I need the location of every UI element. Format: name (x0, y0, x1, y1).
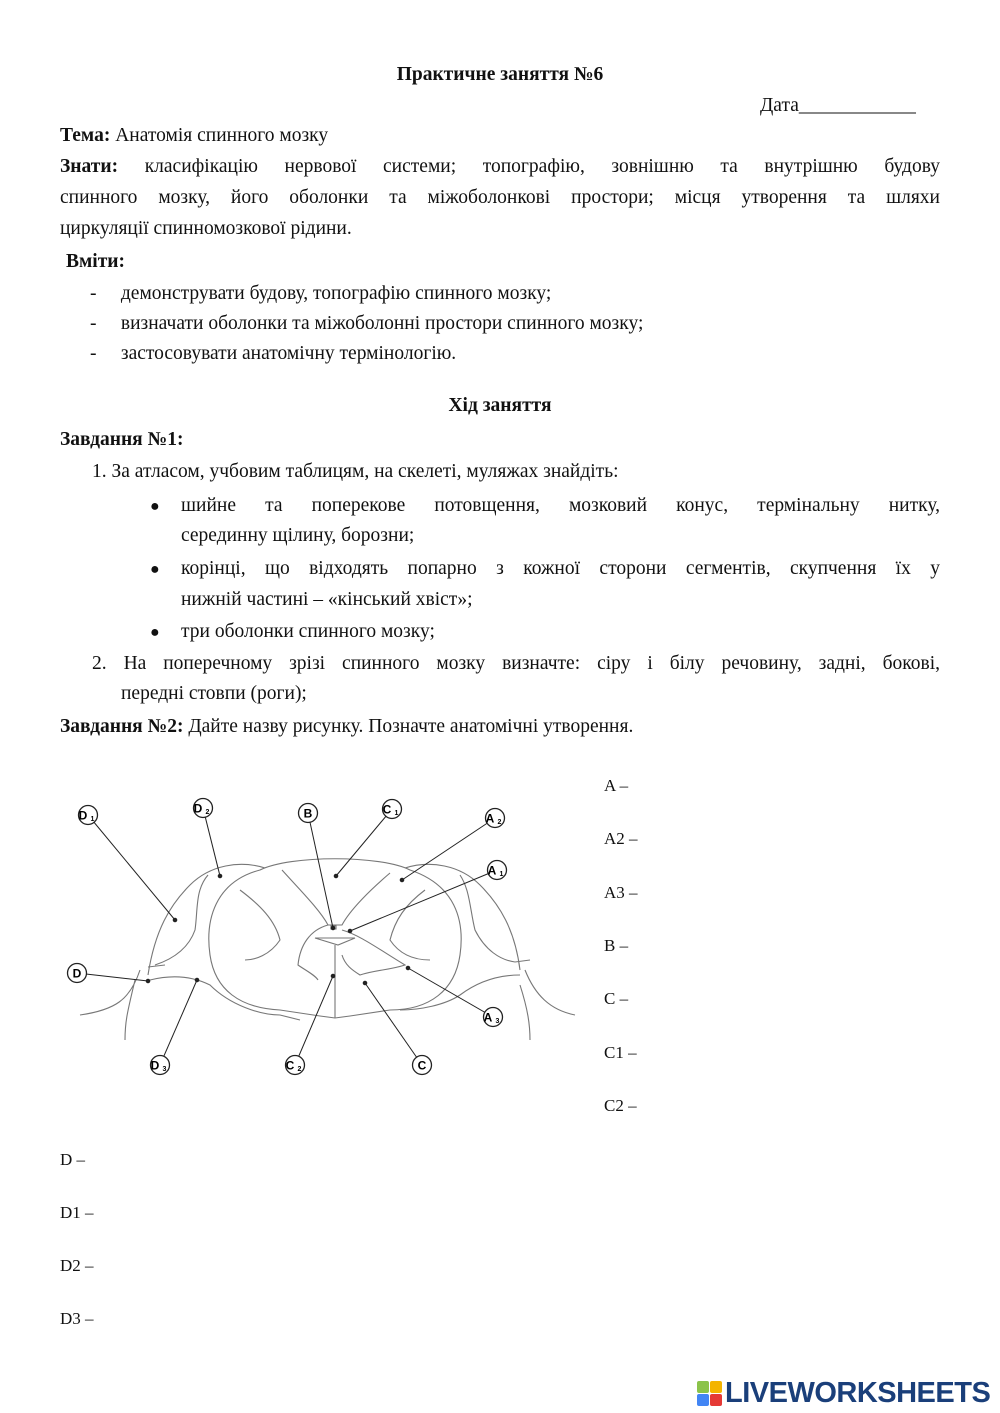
svg-text:B: B (303, 806, 313, 821)
answer-field[interactable]: D – (60, 1150, 86, 1169)
svg-text:D: D (150, 1058, 160, 1073)
callout-a3 (484, 1008, 503, 1027)
svg-text:1: 1 (499, 871, 504, 878)
bullet-item-3: три оболонки спинного мозку; (181, 621, 435, 642)
svg-text:2: 2 (297, 1066, 302, 1073)
pointer-dot-c2 (331, 974, 335, 978)
leader-line-d1 (88, 815, 175, 920)
task2: Завдання №2: Дайте назву рисунку. Позначте анатомічні утворення. (60, 716, 634, 737)
answer-field[interactable]: A2 – (604, 829, 638, 849)
svg-text:1: 1 (394, 810, 399, 817)
page-title: Практичне заняття №6 (396, 64, 604, 85)
task1-step2-line-1: 2. На поперечному зрізі спинного мозку визначте: сіру і білу речовину, задні, бокові, (92, 653, 940, 674)
skills-label: Вміти: (66, 251, 126, 272)
pointer-dot-d (146, 979, 150, 983)
leader-line-c2 (295, 976, 333, 1065)
task1-label: Завдання №1: (60, 429, 184, 450)
pointer-dot-a2 (400, 878, 404, 882)
svg-text:D: D (193, 801, 203, 816)
answer-field[interactable]: C1 – (604, 1042, 637, 1062)
know-line-2: спинного мозку, його оболонки та міжоболонкові простори; місця утворення та шляхи (60, 187, 940, 208)
leader-line-b (308, 813, 333, 928)
callout-c (413, 1056, 432, 1075)
answer-field[interactable]: B – (604, 935, 629, 955)
svg-text:D: D (72, 966, 82, 981)
bullet-item-2-line-1: корінці, що відходять попарно з кожної сторони сегментів, скупчення їх у (181, 558, 940, 579)
answer-field[interactable]: D1 – (60, 1203, 94, 1222)
callout-c1 (383, 800, 402, 819)
svg-text:C: C (382, 802, 392, 817)
pointer-dot-d2 (218, 874, 222, 878)
liveworksheets-logo (697, 1378, 990, 1408)
know-line-1: Знати: класифікацію нервової системи; топографію, зовнішню та внутрішню будову (60, 156, 941, 177)
pointer-dot-b (331, 926, 335, 930)
callout-c2 (286, 1056, 305, 1075)
answer-field[interactable]: D2 – (60, 1256, 94, 1275)
know-line-3: циркуляції спинномозкової рідини. (60, 218, 352, 239)
leader-line-c1 (336, 809, 392, 876)
leader-line-c (365, 983, 422, 1065)
skill-item: - демонструвати будову, топографію спинного мозку; (90, 283, 552, 304)
leader-line-a2 (402, 818, 495, 880)
callout-a2 (486, 809, 505, 828)
bullet-icon: ● (150, 498, 160, 515)
bullet-item-2-line-2: нижній частині – «кінський хвіст»; (181, 589, 473, 610)
svg-text:A: A (483, 1010, 493, 1025)
leader-line-a3 (408, 968, 493, 1017)
spinal-cord-diagram (60, 770, 590, 1090)
pointer-dot-d1 (173, 918, 177, 922)
leader-line-a1 (350, 870, 497, 931)
answer-field[interactable]: A – (604, 776, 629, 795)
pointer-dot-c1 (334, 874, 338, 878)
svg-text:C: C (285, 1058, 295, 1073)
callout-a1 (488, 861, 507, 880)
answer-field[interactable]: C – (604, 989, 629, 1009)
leader-line-d2 (203, 808, 220, 876)
pointer-dot-a1 (348, 929, 352, 933)
leader-line-d3 (160, 980, 197, 1065)
section-title: Хід заняття (448, 395, 552, 416)
logo-tiles (697, 1381, 722, 1406)
answer-field[interactable]: C2 – (604, 1095, 637, 1115)
bullet-icon: ● (150, 561, 160, 578)
pointer-dot-c (363, 981, 367, 985)
callout-d2 (194, 799, 213, 818)
svg-text:D: D (78, 808, 88, 823)
topic: Тема: Анатомія спинного мозку (60, 125, 329, 146)
pointer-dot-d3 (195, 978, 199, 982)
pointer-dot-a3 (406, 966, 410, 970)
callout-d3 (151, 1056, 170, 1075)
callout-d (68, 964, 87, 983)
logo-text: LIVEWORKSHEETS (725, 1376, 991, 1409)
answer-field[interactable]: A3 – (604, 882, 638, 902)
callout-b (299, 804, 318, 823)
callout-d1 (79, 806, 98, 825)
svg-text:2: 2 (205, 809, 210, 816)
svg-text:3: 3 (162, 1066, 167, 1073)
skill-item: - застосовувати анатомічну термінологію. (90, 343, 457, 364)
svg-text:A: A (487, 863, 497, 878)
bullet-item-1-line-1: шийне та поперекове потовщення, мозковий конус, термінальну нитку, (181, 495, 940, 516)
svg-text:2: 2 (497, 819, 502, 826)
task1-step2-line-2: передні стовпи (роги); (121, 683, 307, 704)
svg-text:C: C (417, 1058, 427, 1073)
task1-step1: 1. За атласом, учбовим таблицям, на скелеті, муляжах знайдіть: (92, 461, 619, 482)
answer-field[interactable]: D3 – (60, 1309, 94, 1328)
bullet-icon: ● (150, 624, 160, 641)
svg-text:A: A (485, 811, 495, 826)
svg-text:3: 3 (495, 1018, 500, 1025)
svg-text:1: 1 (90, 816, 95, 823)
skill-item: - визначати оболонки та міжоболонні простори спинного мозку; (90, 313, 644, 334)
date-field[interactable]: Дата____________ (760, 95, 916, 116)
bullet-item-1-line-2: серединну щілину, борозни; (181, 525, 415, 546)
